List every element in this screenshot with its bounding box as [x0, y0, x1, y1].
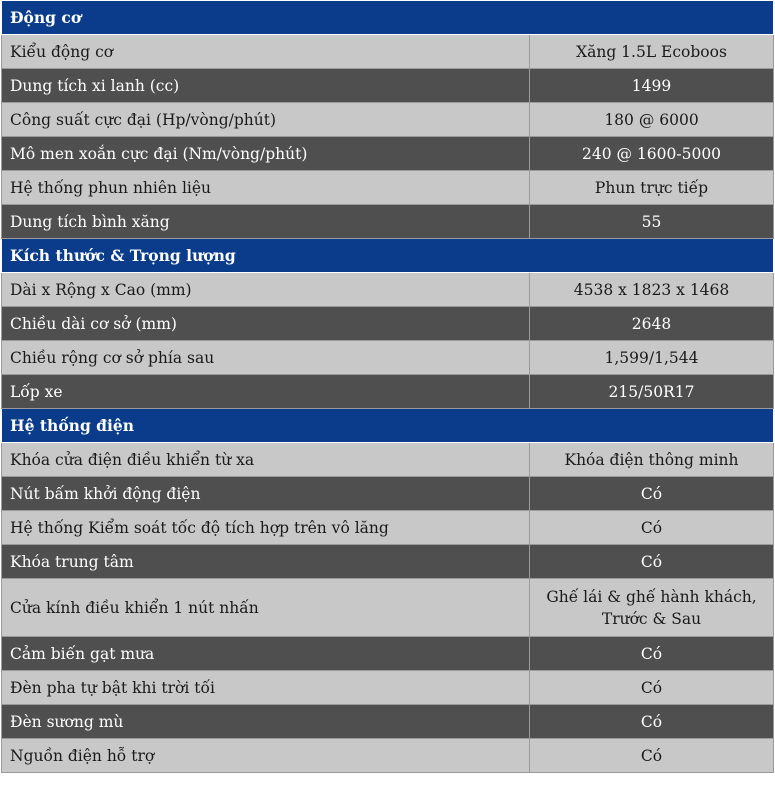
spec-label: Hệ thống phun nhiên liệu: [2, 171, 530, 205]
spec-label: Hệ thống Kiểm soát tốc độ tích hợp trên vô lăng: [2, 511, 530, 545]
spec-row: [2, 103, 774, 137]
spec-row: [2, 35, 774, 69]
spec-row: [2, 739, 774, 773]
spec-value: 180 @ 6000: [530, 103, 774, 137]
spec-label: Cửa kính điều khiển 1 nút nhấn: [2, 579, 530, 637]
section-header-engine: [2, 1, 774, 35]
spec-value: Phun trực tiếp: [530, 171, 774, 205]
spec-label: Khóa trung tâm: [2, 545, 530, 579]
spec-value: 215/50R17: [530, 375, 774, 409]
spec-value: Có: [530, 671, 774, 705]
spec-value: 2648: [530, 307, 774, 341]
spec-value: Xăng 1.5L Ecoboos: [530, 35, 774, 69]
spec-value: Có: [530, 545, 774, 579]
spec-label: Đèn pha tự bật khi trời tối: [2, 671, 530, 705]
spec-label: Mô men xoắn cực đại (Nm/vòng/phút): [2, 137, 530, 171]
spec-label: Chiều dài cơ sở (mm): [2, 307, 530, 341]
spec-label: Đèn sương mù: [2, 705, 530, 739]
spec-row: [2, 69, 774, 103]
spec-label: Dài x Rộng x Cao (mm): [2, 273, 530, 307]
spec-value: 1499: [530, 69, 774, 103]
spec-value: Có: [530, 511, 774, 545]
spec-label: Nguồn điện hỗ trợ: [2, 739, 530, 773]
spec-label: Dung tích bình xăng: [2, 205, 530, 239]
spec-label: Dung tích xi lanh (cc): [2, 69, 530, 103]
spec-label: Chiều rộng cơ sở phía sau: [2, 341, 530, 375]
section-title: Kích thước & Trọng lượng: [2, 239, 774, 273]
section-header-dimensions: [2, 239, 774, 273]
spec-row: [2, 671, 774, 705]
spec-value: 1,599/1,544: [530, 341, 774, 375]
spec-value: Có: [530, 705, 774, 739]
spec-label: Nút bấm khởi động điện: [2, 477, 530, 511]
spec-value: Có: [530, 739, 774, 773]
spec-row: [2, 705, 774, 739]
section-header-electrical: [2, 409, 774, 443]
spec-row: [2, 341, 774, 375]
spec-row: [2, 137, 774, 171]
spec-label: Kiểu động cơ: [2, 35, 530, 69]
spec-value: [530, 579, 774, 637]
spec-value: Khóa điện thông minh: [530, 443, 774, 477]
spec-label: Lốp xe: [2, 375, 530, 409]
spec-value: Có: [530, 477, 774, 511]
spec-label: Công suất cực đại (Hp/vòng/phút): [2, 103, 530, 137]
section-title: Hệ thống điện: [2, 409, 774, 443]
spec-row: [2, 307, 774, 341]
spec-row: [2, 579, 774, 637]
spec-value: 55: [530, 205, 774, 239]
spec-table: [1, 0, 774, 773]
spec-row: [2, 545, 774, 579]
spec-row: [2, 443, 774, 477]
spec-row: [2, 273, 774, 307]
spec-row: [2, 637, 774, 671]
spec-row: [2, 375, 774, 409]
section-title: Động cơ: [2, 1, 774, 35]
spec-value-line: Ghế lái & ghế hành khách,: [546, 587, 757, 606]
spec-value: Có: [530, 637, 774, 671]
spec-value: 240 @ 1600-5000: [530, 137, 774, 171]
spec-value: 4538 x 1823 x 1468: [530, 273, 774, 307]
spec-row: [2, 477, 774, 511]
spec-label: Khóa cửa điện điều khiển từ xa: [2, 443, 530, 477]
spec-row: [2, 511, 774, 545]
spec-value-line: Trước & Sau: [601, 609, 702, 628]
spec-row: [2, 205, 774, 239]
spec-label: Cảm biến gạt mưa: [2, 637, 530, 671]
spec-row: [2, 171, 774, 205]
